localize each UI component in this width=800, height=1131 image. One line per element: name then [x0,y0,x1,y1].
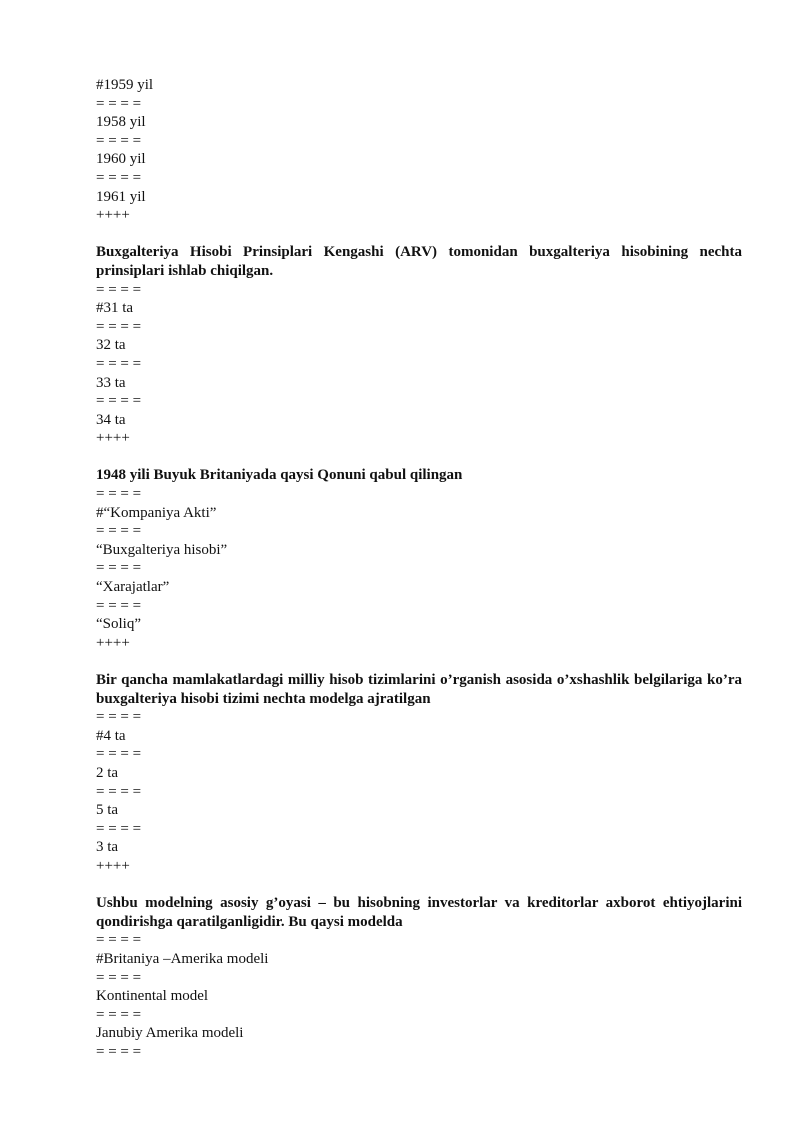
block-end-marker: ++++ [96,634,130,651]
separator: = = = = [96,393,142,410]
answer-option: 1961 yil [96,188,146,205]
separator: = = = = [96,523,142,540]
document-content [96,76,742,1061]
answer-option: 3 ta [96,839,119,856]
question-text: Bir qancha mamlakatlardagi milliy hisob tizimlarini o’rganish asosida o’xshashlik belgilariga ko’ra buxgalteriya hisobi tizimi nechta modelga ajratilgan [96,672,742,707]
answer-option: 5 ta [96,802,119,819]
separator: = = = = [96,560,142,577]
answer-option: #1959 yil [96,77,154,93]
separator: = = = = [96,169,142,186]
block-end-marker: ++++ [96,857,130,874]
answer-option: “Buxgalteriya hisobi” [96,541,228,558]
answer-option: #Britaniya –Amerika modeli [96,950,269,967]
answer-option: 1960 yil [96,151,146,168]
separator: = = = = [96,486,142,503]
separator: = = = = [96,95,142,112]
answer-option: #4 ta [96,727,126,744]
question-text: Ushbu modelning asosiy g’oyasi – bu hisobning investorlar va kreditorlar axborot ehtiyojlarini qondirishga qaratilganligidir. Bu qaysi modelda [96,895,742,930]
separator: = = = = [96,1006,142,1023]
answer-option: 1958 yil [96,114,146,131]
question-block [96,466,742,652]
answer-option: #“Kompaniya Akti” [96,504,217,521]
separator: = = = = [96,969,142,986]
separator: = = = = [96,820,142,837]
question-text: Buxgalteriya Hisobi Prinsiplari Kengashi (ARV) tomonidan buxgalteriya hisobining nechta prinsiplari ishlab chiqilgan. [96,244,742,279]
question-block [96,243,742,448]
separator: = = = = [96,318,142,335]
separator: = = = = [96,1043,142,1060]
answer-option: “Xarajatlar” [96,579,170,596]
question-block [96,894,742,1061]
answer-option: 33 ta [96,374,126,391]
separator: = = = = [96,132,142,149]
separator: = = = = [96,746,142,763]
answer-option: 32 ta [96,337,126,354]
question-text: 1948 yili Buyuk Britaniyada qaysi Qonuni qabul qilingan [96,467,463,484]
answer-option: Janubiy Amerika modeli [96,1025,244,1042]
answer-option: “Soliq” [96,616,141,633]
separator: = = = = [96,597,142,614]
separator: = = = = [96,355,142,372]
answer-option: 34 ta [96,411,126,428]
block-end-marker: ++++ [96,207,130,224]
separator: = = = = [96,709,142,726]
question-block [96,76,742,225]
answer-option: #31 ta [96,300,134,317]
separator: = = = = [96,783,142,800]
question-block [96,671,742,876]
separator: = = = = [96,281,142,298]
block-end-marker: ++++ [96,430,130,447]
answer-option: Kontinental model [96,988,209,1005]
answer-option: 2 ta [96,764,119,781]
separator: = = = = [96,932,142,949]
